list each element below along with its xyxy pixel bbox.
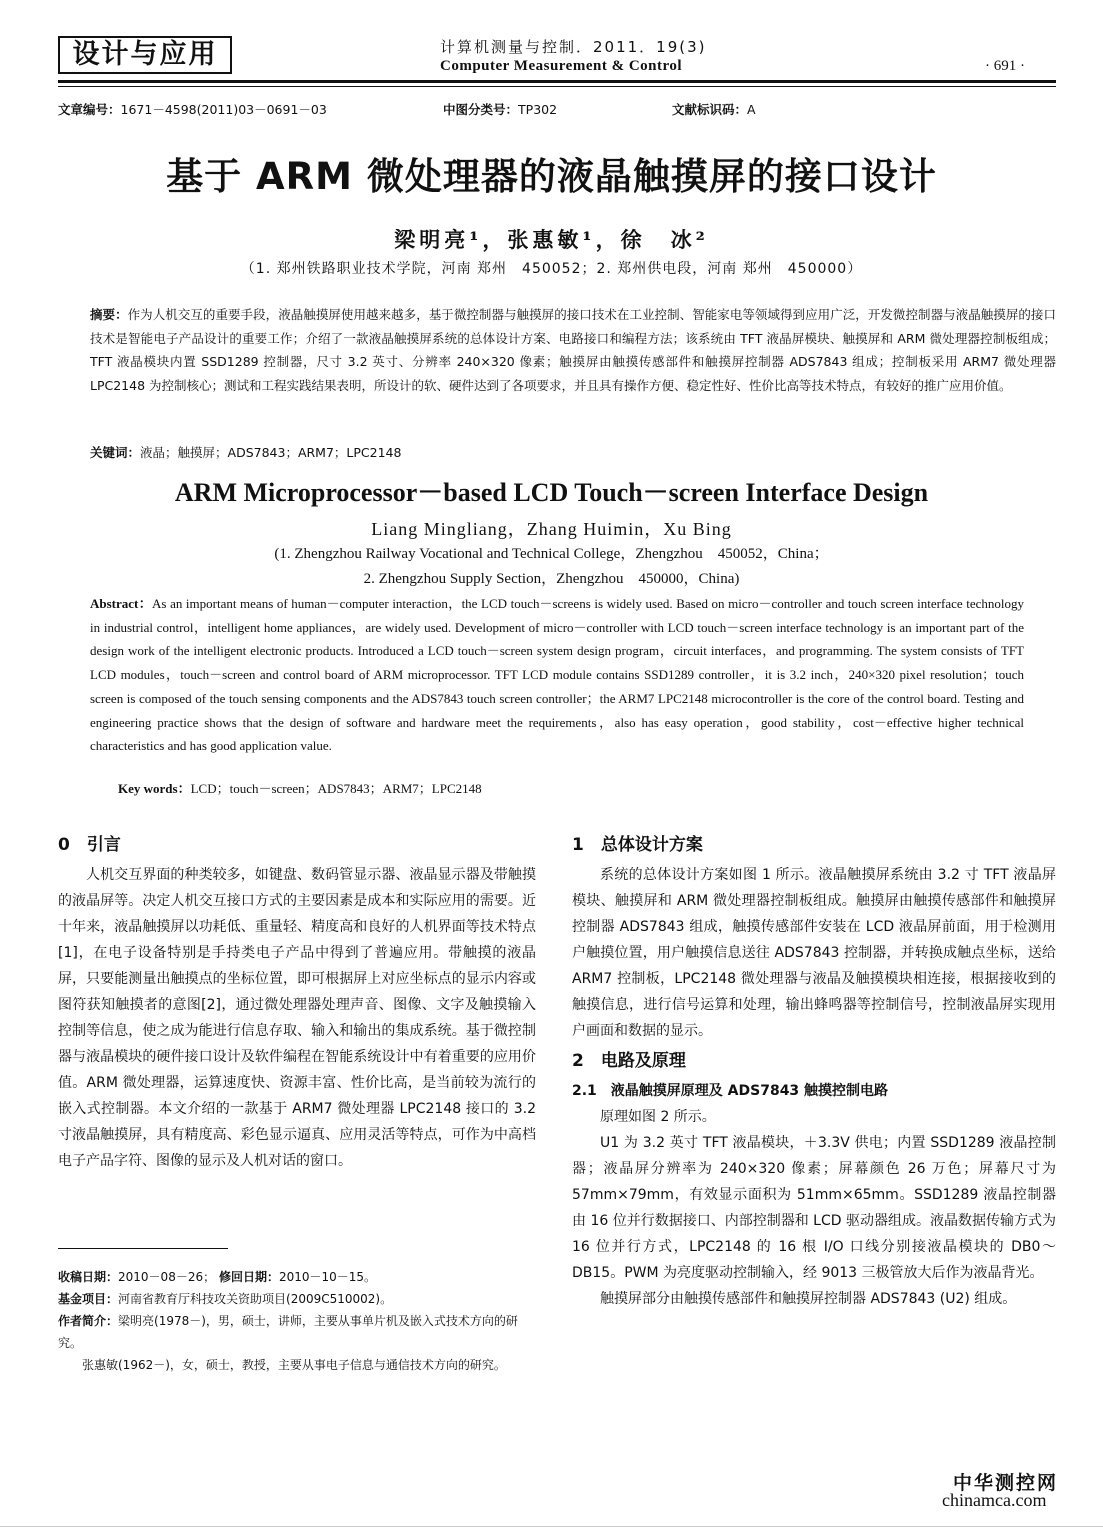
author-bio-1: 梁明亮(1978－)，男，硕士，讲师，主要从事单片机及嵌入式技术方向的研究。 xyxy=(58,1314,518,1350)
abstract-en-label: Abstract： xyxy=(90,596,153,611)
fund-text: 河南省教育厅科技攻关资助项目(2009C510002)。 xyxy=(118,1292,393,1306)
received-label: 收稿日期： xyxy=(58,1270,119,1284)
clc-value: TP302 xyxy=(518,102,558,117)
author-bio-label: 作者简介： xyxy=(58,1314,119,1328)
header-rule xyxy=(58,80,1056,83)
revised-label: 修回日期： xyxy=(218,1270,279,1284)
section-heading-design: 1 总体设计方案 xyxy=(572,835,703,855)
left-column xyxy=(58,835,536,1174)
journal-name-cn: 计算机测量与控制．2011．19(3) xyxy=(440,38,707,56)
affiliation-en-line-2: 2. Zhengzhou Supply Section，Zhengzhou 450000，China) xyxy=(363,571,740,587)
watermark-url: chinamca.com xyxy=(942,1490,1047,1510)
right-column xyxy=(572,835,1056,1312)
footnotes xyxy=(58,1266,536,1376)
title-cn: 基于 ARM 微处理器的液晶触摸屏的接口设计 xyxy=(166,155,937,198)
keywords-cn-text: 液晶；触摸屏；ADS7843；ARM7；LPC2148 xyxy=(140,445,402,460)
section-heading-intro: 0 引言 xyxy=(58,835,121,855)
doc-code-value: A xyxy=(747,102,756,117)
footnote-rule xyxy=(58,1248,228,1249)
clc-number xyxy=(443,100,557,118)
abstract-cn-text: 作为人机交互的重要手段，液晶触摸屏使用越来越多，基于微控制器与触摸屏的接口技术在工业控制、智能家电等领域得到应用广泛，开发微控制器与液晶触摸屏的接口技术是智能电子产品设计的重要工作；介绍了一款液晶触摸屏系统的总体设计方案、电路接口和编程方法；该系统由 TFT 液晶屏模块、触摸屏和 ARM 微处理器控制板组成；TFT 液晶模块内置 SSD1289 控制器，尺寸 3.2 英寸、分辨率 240×320 像素；触摸屏由触摸传感部件和触摸屏控制器 ADS7843 组成；控制板采用 ARM7 微处理器 LPC2148 为控制核心；测试和工程实践结果表明，所设计的软、硬件达到了各项要求，并且具有操作方便、稳定性好、性价比高等技术特点，有较好的推广应用价值。 xyxy=(90,307,1056,393)
footnote-author-2: 张惠敏(1962－)，女，硕士，教授，主要从事电子信息与通信技术方向的研究。 xyxy=(82,1358,506,1372)
fund-label: 基金项目： xyxy=(58,1292,119,1306)
received-date: 2010－08－26； xyxy=(118,1270,216,1284)
journal-name-en: Computer Measurement & Control xyxy=(440,58,683,74)
doc-code xyxy=(672,100,756,118)
subsection-heading-2-1: 2.1 液晶触摸屏原理及 ADS7843 触摸控制电路 xyxy=(572,1083,889,1099)
u1-paragraph: U1 为 3.2 英寸 TFT 液晶模块，＋3.3V 供电；内置 SSD1289 液晶控制器；液晶屏分辨率为 240×320 像素；屏幕颜色 26 万色；屏幕尺寸为 57mm×79mm，有效显示面积为 51mm×65mm。SSD1289 液晶控制器由 16 位并行数据接口、内部控制器和 LCD 驱动器组成。液晶数据传输方式为 16 位并行方式，LPC2148 的 16 根 I/O 口线分别接液晶模块的 DB0～DB15。PWM 为亮度驱动控制输入，经 9013 三极管放大后作为液晶背光。 xyxy=(572,1135,1056,1281)
title-en: ARM Microprocessor－based LCD Touch－screen Interface Design xyxy=(174,478,929,507)
page-number: · 691 · xyxy=(985,58,1025,74)
watermark-logo-text: 中华测控网 xyxy=(953,1472,1059,1494)
section-badge: 设计与应用 xyxy=(58,36,232,74)
keywords-en xyxy=(118,778,482,797)
affiliation-en-line-1: (1. Zhengzhou Railway Vocational and Technical College，Zhengzhou 450052，China； xyxy=(274,546,829,562)
intro-paragraph: 人机交互界面的种类较多，如键盘、数码管显示器、液晶显示器及带触摸的液晶屏等。决定人机交互接口方式的主要因素是成本和实际应用的需要。近十年来，液晶触摸屏以功耗低、重量轻、精度高和良好的人机界面等技术特点[1]，在电子设备特别是手持类电子产品中得到了普遍应用。带触摸的液晶屏，只要能测量出触摸点的坐标位置，即可根据屏上对应坐标点的显示内容或图符获知触摸者的意图[2]，通过微处理器处理声音、图像、文字及触摸输入控制等信息，使之成为能进行信息存取、输入和输出的集成系统。基于微控制器与液晶模块的硬件接口设计及软件编程在智能系统设计中有着重要的应用价值。ARM 微处理器，运算速度快、资源丰富、性价比高，是当前较为流行的嵌入式控制器。本文介绍的一款基于 ARM7 微处理器 LPC2148 接口的 3.2 寸液晶触摸屏，具有精度高、彩色显示逼真、应用灵活等特点，可作为中高档电子产品字符、图像的显示及人机对话的窗口。 xyxy=(58,867,536,1169)
article-number-value: 1671－4598(2011)03－0691－03 xyxy=(120,102,327,117)
footnote-dates xyxy=(58,1266,536,1288)
article-number xyxy=(58,100,327,118)
article-number-label: 文章编号： xyxy=(58,102,121,117)
abstract-cn-label: 摘要： xyxy=(90,307,128,322)
keywords-cn-label: 关键词： xyxy=(90,445,141,460)
touch-paragraph: 触摸屏部分由触摸传感部件和触摸屏控制器 ADS7843 (U2) 组成。 xyxy=(600,1291,1017,1307)
clc-label: 中图分类号： xyxy=(443,102,519,117)
header-rule-thin xyxy=(58,86,1056,87)
affiliation-cn: （1. 郑州铁路职业技术学院，河南 郑州 450052；2. 郑州供电段，河南 郑州 450000） xyxy=(240,261,863,277)
doc-code-label: 文献标识码： xyxy=(672,102,748,117)
abstract-cn xyxy=(90,303,1056,397)
section-heading-circuit: 2 电路及原理 xyxy=(572,1051,686,1071)
abstract-en-text: As an important means of human－computer interaction，the LCD touch－screens is widely used. Based on micro－controller and touch screen interface technology in industrial control，intelligent home appliances，are widely used. Development of micro－controller with LCD touch－screen interface technology is an important part of the design work of the intelligent electronic products. Introduced a LCD touch－screen system design program，circuit interfaces，and programming. The system consists of TFT LCD modules，touch－screen and control board of ARM microprocessor. TFT LCD module contains SSD1289 controller，it is 3.2 inch，240×320 pixel resolution；touch screen is composed of the touch sensing components and the ADS7843 touch screen controller；the ARM7 LPC2148 microcontroller is the core of the control board. Testing and engineering practice shows that the design of software and hardware meet the requirements，also has easy operation，good stability，cost－effective higher technical characteristics and has good application value. xyxy=(90,596,1024,754)
keywords-cn xyxy=(90,443,1056,461)
authors-cn: 梁明亮¹，张惠敏¹，徐 冰² xyxy=(394,227,709,252)
keywords-en-text: LCD；touch－screen；ADS7843；ARM7；LPC2148 xyxy=(190,781,482,796)
authors-en: Liang Mingliang，Zhang Huimin，Xu Bing xyxy=(371,519,732,539)
footnote-fund xyxy=(58,1288,536,1310)
revised-date: 2010－10－15。 xyxy=(278,1270,377,1284)
footnote-author-1 xyxy=(58,1310,536,1354)
design-paragraph: 系统的总体设计方案如图 1 所示。液晶触摸屏系统由 3.2 寸 TFT 液晶屏模块、触摸屏和 ARM 微处理器控制板组成。触摸屏由触摸传感部件和触摸屏控制器 ADS7843 组成，触摸传感部件安装在 LCD 液晶屏前面，用于检测用户触摸位置，用户触摸信息送往 ADS7843 控制器，并转换成触点坐标，送给 ARM7 控制板，LPC2148 微处理器与液晶及触摸模块相连接，根据接收到的触摸信息，进行信号运算和处理，输出蜂鸣器等控制信号，控制液晶屏实现用户画面和数据的显示。 xyxy=(572,867,1056,1039)
keywords-en-label: Key words： xyxy=(118,781,191,796)
principle-paragraph: 原理如图 2 所示。 xyxy=(600,1109,716,1125)
abstract-en xyxy=(90,592,1024,758)
page-bottom-rule xyxy=(0,1526,1103,1527)
